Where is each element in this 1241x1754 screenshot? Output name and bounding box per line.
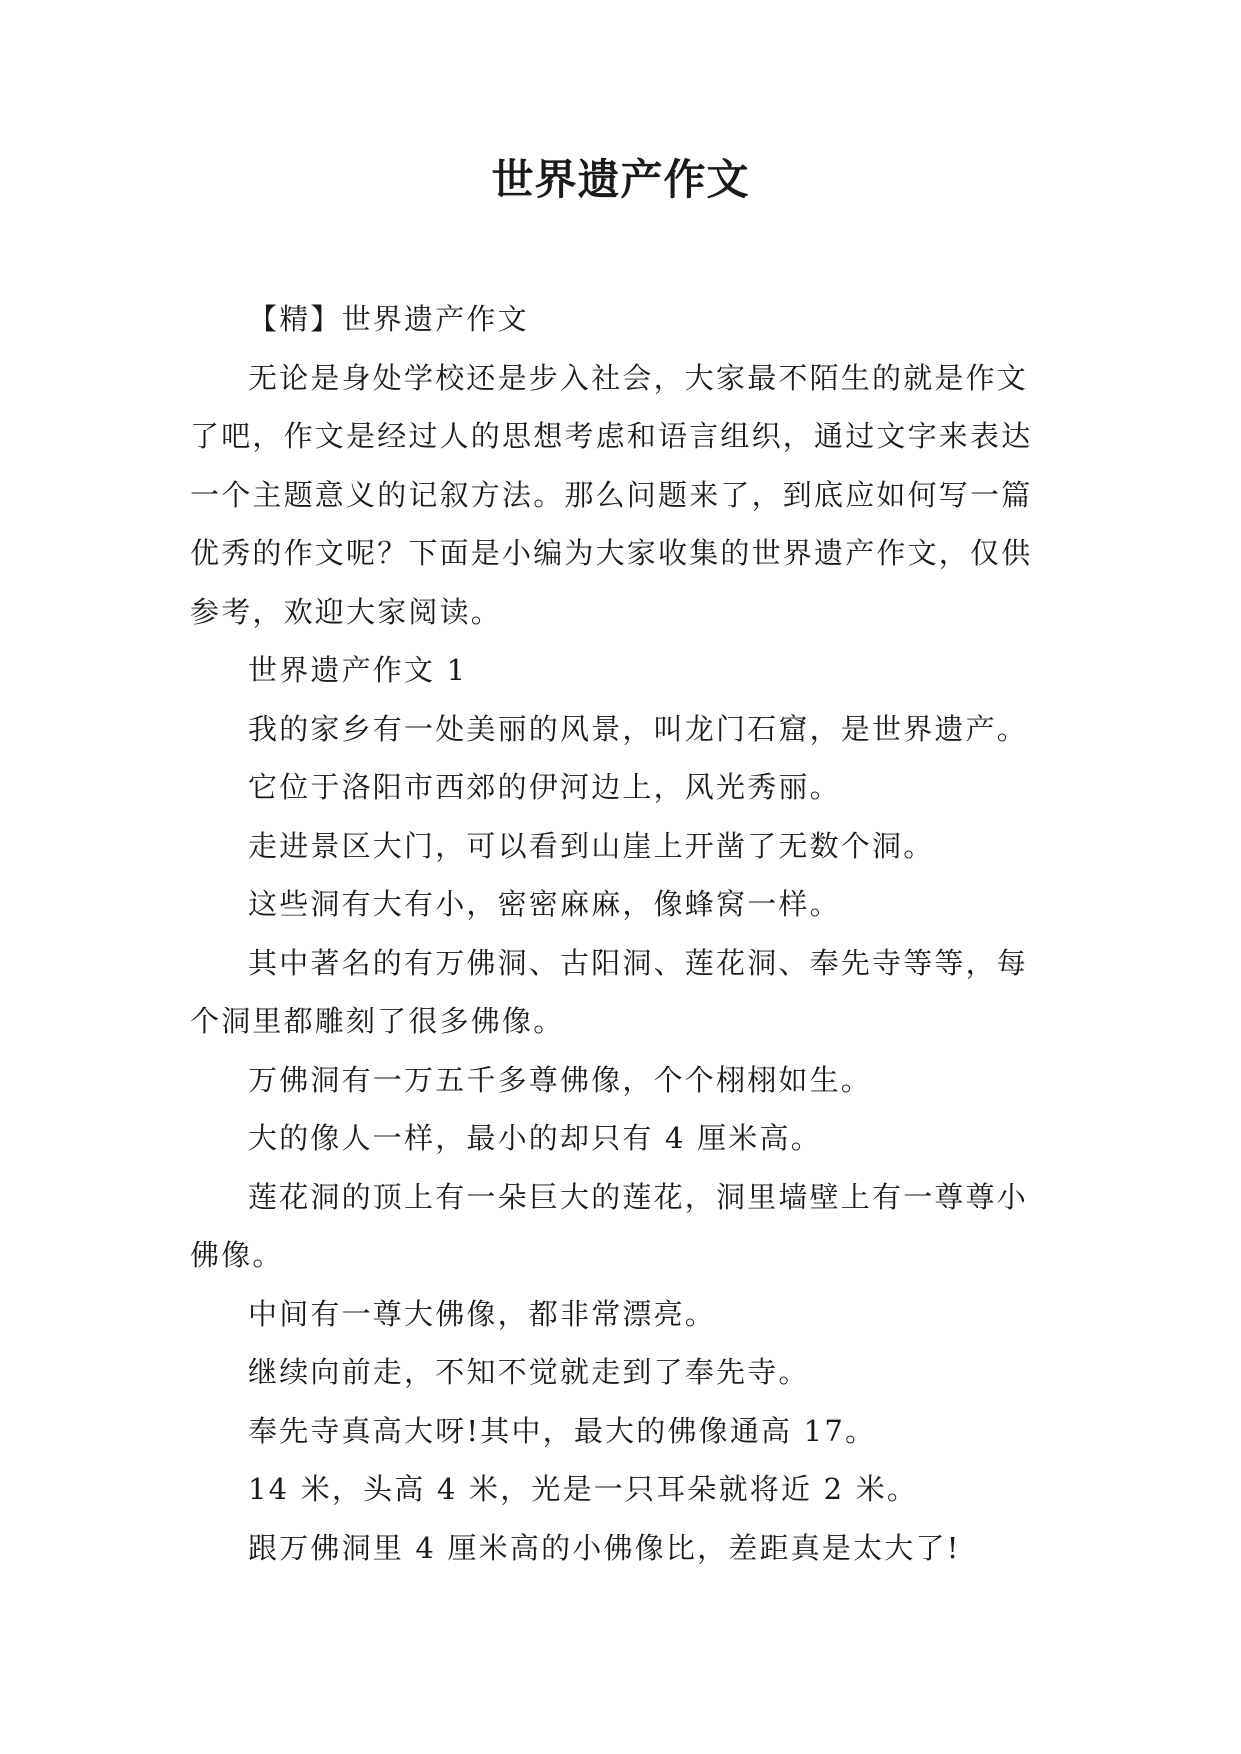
paragraph: 万佛洞有一万五千多尊佛像，个个栩栩如生。: [248, 1062, 873, 1097]
paragraph: 奉先寺真高大呀!其中，最大的佛像通高 17。: [248, 1413, 877, 1448]
document-title: 世界遗产作文: [491, 155, 750, 204]
paragraph: 14 米，头高 4 米，光是一只耳朵就将近 2 米。: [248, 1472, 919, 1506]
paragraph: 它位于洛阳市西郊的伊河边上，风光秀丽。: [248, 770, 841, 804]
paragraph: 我的家乡有一处美丽的风景，叫龙门石窟，是世界遗产。: [248, 711, 1029, 746]
paragraph: 这些洞有大有小，密密麻麻，像蜂窝一样。: [248, 887, 841, 921]
paragraph-section-title: 世界遗产作文 1: [248, 653, 468, 687]
paragraph: 继续向前走，不知不觉就走到了奉先寺。: [248, 1355, 810, 1389]
paragraph: 大的像人一样，最小的却只有 4 厘米高。: [248, 1121, 822, 1155]
paragraph: 莲花洞的顶上有一朵巨大的莲花，洞里墙壁上有一尊尊小佛像。: [190, 1179, 1029, 1272]
document-body: [190, 290, 1050, 1577]
paragraph: 中间有一尊大佛像，都非常漂亮。: [248, 1296, 717, 1331]
paragraph-intro: 无论是身处学校还是步入社会，大家最不陌生的就是作文了吧，作文是经过人的思想考虑和语言组织，通过文字来表达一个主题意义的记叙方法。那么问题来了，到底应如何写一篇优秀的作文呢？下面是小编为大家收集的世界遗产作文，仅供参考，欢迎大家阅读。: [190, 360, 1033, 629]
paragraph-heading: 【精】世界遗产作文: [248, 302, 529, 336]
paragraph: 其中著名的有万佛洞、古阳洞、莲花洞、奉先寺等等，每个洞里都雕刻了很多佛像。: [190, 945, 1029, 1038]
paragraph: 走进景区大门，可以看到山崖上开凿了无数个洞。: [248, 828, 935, 863]
paragraph: 跟万佛洞里 4 厘米高的小佛像比，差距真是太大了!: [248, 1530, 961, 1565]
